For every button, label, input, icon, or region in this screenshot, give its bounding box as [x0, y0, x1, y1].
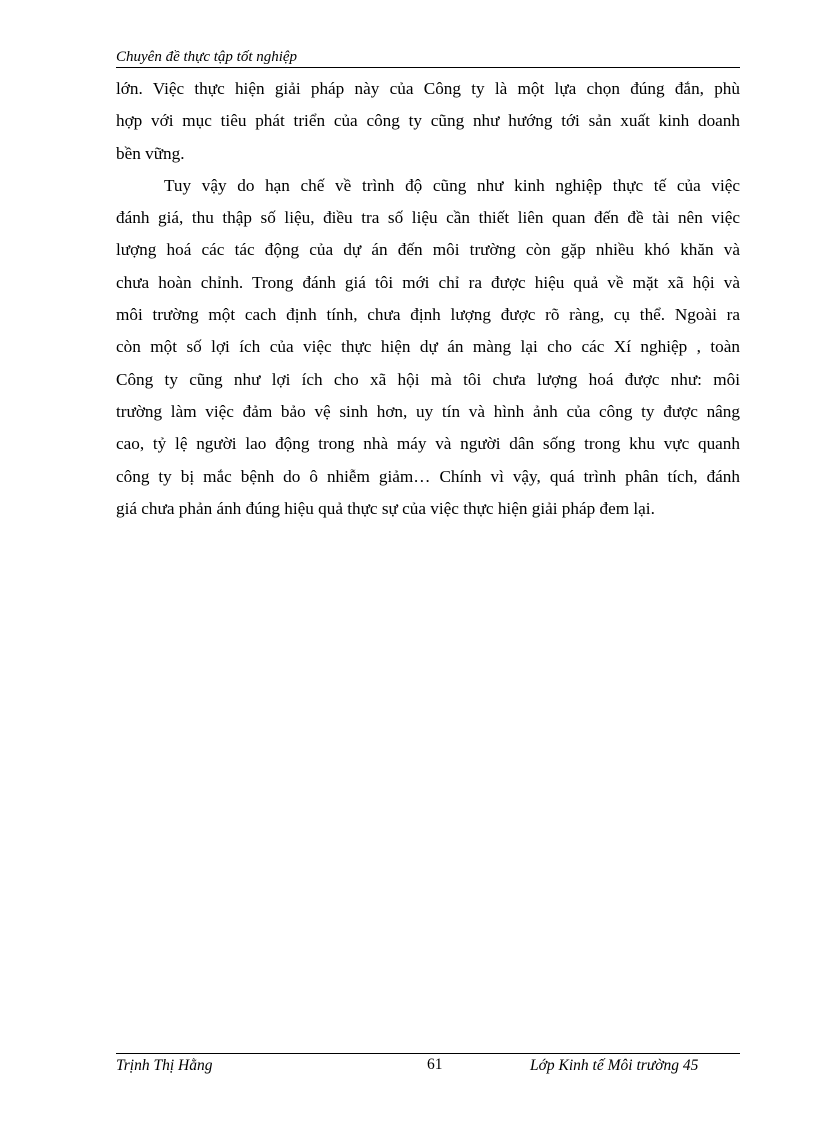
header-title: Chuyên đề thực tập tốt nghiệp — [116, 49, 298, 65]
body-line: hợp với mục tiêu phát triển của công ty cũng như hướng tới sản xuất kinh doanh — [116, 111, 740, 131]
body-line: công ty bị mắc bệnh do ô nhiễm giảm… Chính vì vậy, quá trình phân tích, đánh — [116, 466, 740, 486]
page-header — [116, 49, 740, 68]
body-line: trường làm việc đảm bảo vệ sinh hơn, uy tín và hình ảnh của công ty được nâng — [116, 401, 740, 421]
body-line: đánh giá, thu thập số liệu, điều tra số liệu cần thiết liên quan đến đề tài nên việc — [116, 208, 740, 228]
body-line: lớn. Việc thực hiện giải pháp này của Công ty là một lựa chọn đúng đắn, phù — [116, 79, 740, 98]
body-line: bền vững. — [116, 143, 185, 163]
page-footer — [116, 1053, 740, 1078]
body-text — [116, 73, 740, 525]
footer-author: Trịnh Thị Hằng — [116, 1057, 213, 1074]
body-line: chưa hoàn chỉnh. Trong đánh giá tôi mới chỉ ra được hiệu quả về mặt xã hội và — [116, 272, 740, 292]
page-number: 61 — [427, 1056, 443, 1073]
body-line: Công ty cũng như lợi ích cho xã hội mà tôi chưa lượng hoá được như: môi — [116, 369, 740, 389]
body-line: còn một số lợi ích của việc thực hiện dự án màng lại cho các Xí nghiệp , toàn — [116, 337, 740, 357]
body-line: cao, tỷ lệ người lao động trong nhà máy và người dân sống trong khu vực quanh — [116, 434, 740, 454]
body-line: môi trường một cach định tính, chưa định lượng được rõ ràng, cụ thể. Ngoài ra — [116, 305, 740, 325]
body-line: giá chưa phản ánh đúng hiệu quả thực sự của việc thực hiện giải pháp đem lại. — [116, 498, 655, 518]
body-line: lượng hoá các tác động của dự án đến môi trường còn gặp nhiều khó khăn và — [116, 240, 740, 260]
footer-class-name: Lớp Kinh tế Môi trường 45 — [530, 1057, 699, 1074]
body-line: Tuy vậy do hạn chế về trình độ cũng như kinh nghiệp thực tế của việc — [164, 175, 740, 195]
